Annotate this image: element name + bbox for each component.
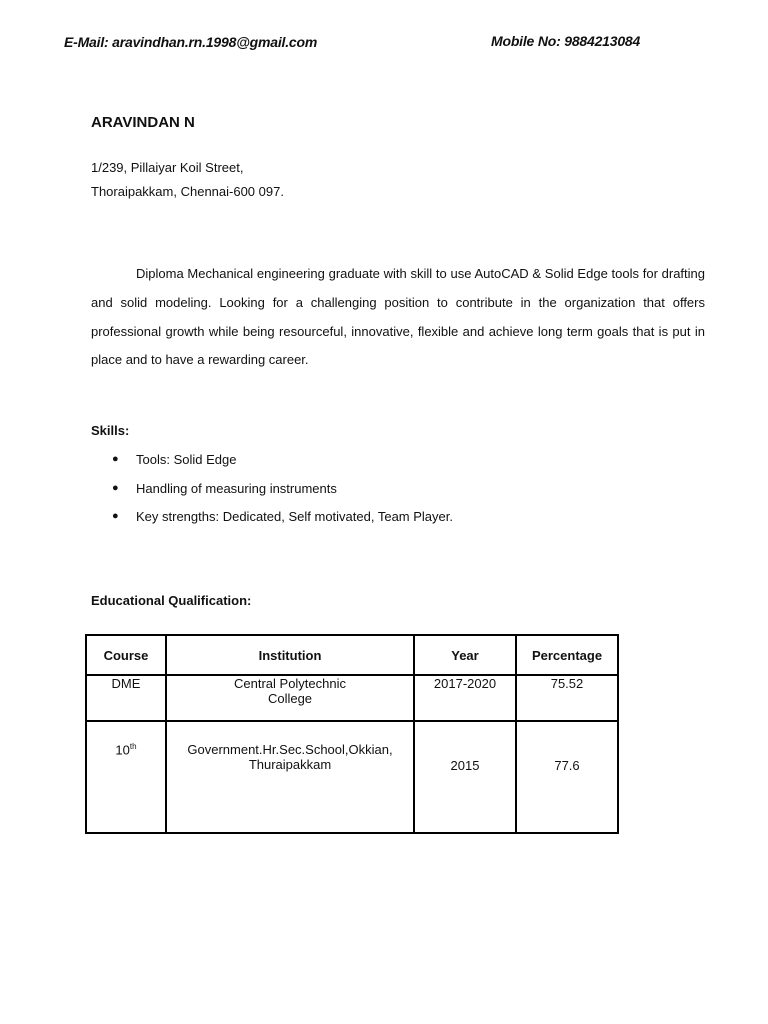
course-superscript: th bbox=[129, 742, 137, 751]
address-line-2: Thoraipakkam, Chennai-600 097. bbox=[91, 184, 284, 199]
cell-year: 2017-2020 bbox=[414, 675, 516, 721]
candidate-name: ARAVINDAN N bbox=[91, 114, 195, 131]
cell-percentage: 77.6 bbox=[516, 721, 618, 833]
cell-course bbox=[86, 721, 166, 833]
skill-text: Key strengths: Dedicated, Self motivated, Team Player. bbox=[136, 509, 453, 524]
table-row bbox=[86, 721, 618, 833]
bullet-icon: ● bbox=[112, 481, 119, 494]
skill-item bbox=[112, 451, 453, 480]
bullet-icon: ● bbox=[112, 510, 119, 522]
education-heading: Educational Qualification: bbox=[91, 593, 252, 608]
bullet-icon: ● bbox=[112, 453, 119, 465]
skill-item bbox=[112, 480, 453, 509]
skill-text: Tools: Solid Edge bbox=[136, 452, 237, 467]
address-line-1: 1/239, Pillaiyar Koil Street, bbox=[91, 160, 244, 175]
header-mobile: Mobile No: 9884213084 bbox=[491, 33, 641, 49]
institution-line-1: Government.Hr.Sec.School,Okkian, bbox=[187, 742, 393, 757]
education-table bbox=[85, 634, 619, 834]
skills-heading: Skills: bbox=[91, 423, 130, 438]
institution-line-2: Thuraipakkam bbox=[248, 757, 332, 772]
column-header-percentage: Percentage bbox=[516, 635, 618, 675]
cell-institution bbox=[166, 675, 414, 721]
career-summary: Diploma Mechanical engineering graduate with skill to use AutoCAD & Solid Edge tools for drafting and solid modeling. Looking for a challenging position to contribute in the organization that offers professional growth while being resourceful, innovative, flexible and achieve long term goals that is put in place and to have a rewarding career. bbox=[91, 266, 705, 368]
cell-institution bbox=[166, 721, 414, 833]
skill-text: Handling of measuring instruments bbox=[136, 480, 337, 496]
cell-year: 2015 bbox=[414, 721, 516, 833]
cell-percentage: 75.52 bbox=[516, 675, 618, 721]
header-email: E-Mail: aravindhan.rn.1998@gmail.com bbox=[64, 34, 318, 50]
cell-course bbox=[86, 675, 166, 721]
column-header-year: Year bbox=[414, 635, 516, 675]
column-header-course: Course bbox=[86, 635, 166, 675]
institution-line-2: College bbox=[267, 691, 313, 706]
column-header-institution: Institution bbox=[166, 635, 414, 675]
table-header-row bbox=[86, 635, 618, 675]
table-row bbox=[86, 675, 618, 721]
course-text: 10 bbox=[115, 742, 130, 758]
institution-line-1: Central Polytechnic bbox=[234, 676, 346, 691]
skill-item bbox=[112, 508, 453, 537]
skills-list bbox=[112, 451, 453, 537]
address bbox=[91, 156, 284, 204]
course-text: DME bbox=[111, 676, 141, 691]
